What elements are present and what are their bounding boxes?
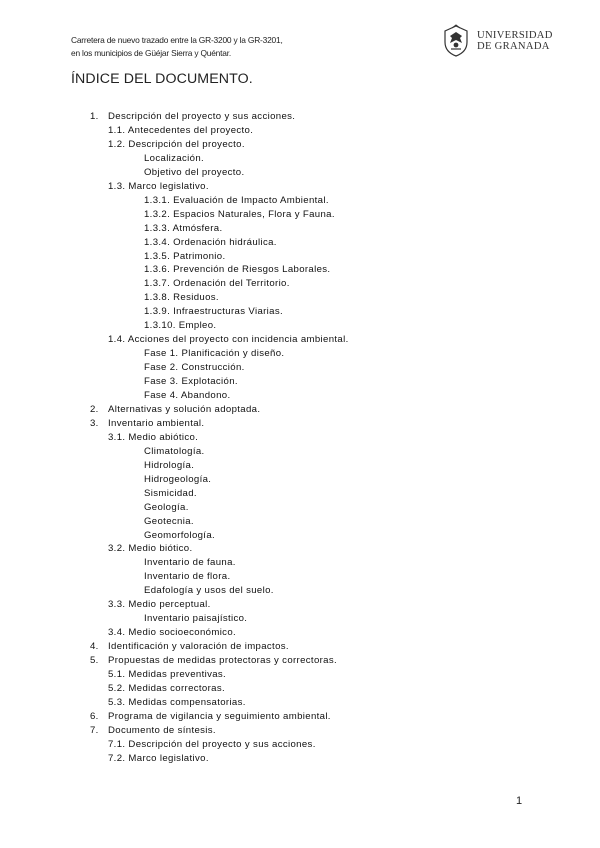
toc-entry-text: Edafología y usos del suelo. [144,585,274,597]
toc-entry [0,529,600,543]
toc-entry [0,598,600,612]
toc-entry [0,584,600,598]
toc-entry [0,710,600,724]
toc-entry-number: 2. [90,403,99,415]
toc-entry [0,110,600,124]
toc-entry [0,236,600,250]
toc-entry-text: 1.3.6. Prevención de Riesgos Laborales. [144,264,331,276]
toc-entry [0,250,600,264]
toc-entry-text: 1.4. Acciones del proyecto con incidencia ambiental. [108,334,349,346]
toc-entry-text: Climatología. [144,445,205,457]
toc-entry-text: Sismicidad. [144,487,197,499]
toc-entry [0,445,600,459]
toc-entry-text: 1.3.10. Empleo. [144,320,217,332]
toc-entry-text: Hidrología. [144,459,195,471]
toc-entry-text: 3.4. Medio socioeconómico. [108,627,237,639]
toc-entry-text: 1.3.2. Espacios Naturales, Flora y Fauna. [144,208,335,220]
toc-entry [0,515,600,529]
toc-entry-text: 1.2. Descripción del proyecto. [108,138,245,150]
toc-entry [0,626,600,640]
toc-entry [0,473,600,487]
toc-entry [0,291,600,305]
toc-entry [0,361,600,375]
toc-entry-text: 1.1. Antecedentes del proyecto. [108,124,254,136]
toc-entry-text: Localización. [144,152,205,164]
toc-entry-text: Fase 1. Planificación y diseño. [144,348,285,360]
toc-entry-number: 1. [90,111,99,122]
toc-entry-text: 7.2. Marco legislativo. [108,752,209,764]
toc-entry-text: Fase 4. Abandono. [144,390,231,401]
toc-entry [0,152,600,166]
toc-entry [0,556,600,570]
toc-entry-number: 6. [90,710,99,722]
toc-entry-text: 1.3. Marco legislativo. [108,180,209,192]
toc-entry-text: 5.2. Medidas correctoras. [108,682,225,694]
toc-entry [0,403,600,417]
toc-entry [0,542,600,556]
toc-entry [0,738,600,752]
toc-entry-text: Documento de síntesis. [108,724,216,736]
toc-entry-text: 3.2. Medio biótico. [108,543,193,555]
toc-entry [0,724,600,738]
toc-entry [0,375,600,389]
toc-entry-text: 3.3. Medio perceptual. [108,599,211,611]
toc-entry-text: Geotecnia. [144,515,194,527]
toc-entry [0,180,600,194]
toc-entry-text: 1.3.8. Residuos. [144,292,219,304]
toc-entry-text: Hidrogeología. [144,473,212,485]
toc-entry-text: 1.3.7. Ordenación del Territorio. [144,278,290,290]
toc-entry-text: Alternativas y solución adoptada. [108,403,261,415]
toc-entry-text: Fase 3. Explotación. [144,376,238,388]
header-line-1: Carretera de nuevo trazado entre la GR-3200 y la GR-3201, [71,35,283,45]
toc-entry [0,124,600,138]
toc-entry-text: Geología. [144,501,189,513]
toc-entry-number: 5. [90,655,99,667]
toc-entry [0,668,600,682]
header-line-2: en los municipios de Güéjar Sierra y Quéntar. [71,48,231,58]
toc-entry-text: Inventario ambiental. [108,417,205,429]
toc-entry-text: Descripción del proyecto y sus acciones. [108,111,296,122]
university-logo [441,24,553,58]
toc-entry-text: 5.1. Medidas preventivas. [108,669,227,680]
toc-entry [0,208,600,222]
toc-entry-text: Objetivo del proyecto. [144,166,245,178]
logo-line-1: UNIVERSIDAD [477,29,553,41]
toc-entry [0,305,600,319]
toc-entry-text: 3.1. Medio abiótico. [108,431,199,443]
toc-entry [0,682,600,696]
toc-entry-number: 3. [90,417,99,429]
toc-entry [0,277,600,291]
toc-entry-text: Inventario de fauna. [144,557,236,569]
page-title: ÍNDICE DEL DOCUMENTO. [71,71,253,87]
toc-entry-text: 5.3. Medidas compensatorias. [108,696,246,708]
toc-entry [0,319,600,333]
toc-entry [0,459,600,473]
toc-entry [0,431,600,445]
toc-entry-text: 7.1. Descripción del proyecto y sus acciones. [108,738,316,750]
toc-entry [0,222,600,236]
toc-entry-text: Fase 2. Construcción. [144,362,245,374]
toc-entry [0,654,600,668]
toc-entry-text: 1.3.4. Ordenación hidráulica. [144,236,277,248]
toc-entry [0,487,600,501]
toc-entry-number: 7. [90,724,99,736]
toc-entry [0,640,600,654]
toc-entry [0,389,600,403]
toc-entry [0,263,600,277]
toc-entry [0,333,600,347]
toc-entry-text: 1.3.1. Evaluación de Impacto Ambiental. [144,194,329,206]
toc-entry-text: 1.3.3. Atmósfera. [144,222,223,234]
toc-entry-text: Inventario de flora. [144,571,231,583]
toc-entry [0,501,600,515]
toc-entry [0,570,600,584]
toc-entry-text: Propuestas de medidas protectoras y correctoras. [108,655,338,667]
logo-line-2: DE GRANADA [477,41,550,52]
toc-entry [0,194,600,208]
toc-entry-text: Identificación y valoración de impactos. [108,641,289,653]
toc-entry [0,347,600,361]
toc-entry-text: 1.3.9. Infraestructuras Viarias. [144,306,284,318]
toc-entry-number: 4. [90,641,99,653]
toc-entry [0,696,600,710]
toc-entry-text: Programa de vigilancia y seguimiento ambiental. [108,710,331,722]
document-header [71,34,283,60]
toc-entry [0,417,600,431]
toc-entry [0,138,600,152]
page-number: 1 [516,795,523,807]
toc-entry-text: Geomorfología. [144,529,216,541]
toc-entry [0,166,600,180]
toc-entry-text: Inventario paisajístico. [144,613,248,625]
university-crest-icon [441,24,471,58]
toc-entry [0,752,600,766]
toc-entry-text: 1.3.5. Patrimonio. [144,250,226,262]
toc-entry [0,612,600,626]
